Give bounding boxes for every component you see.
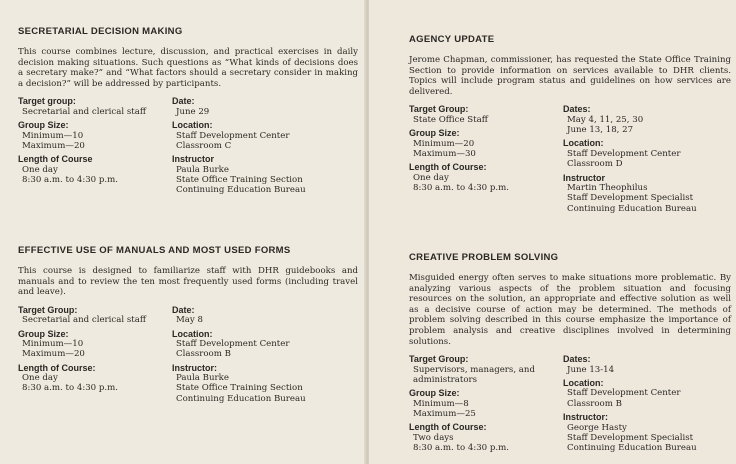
length-hours: 8:30 a.m. to 4:30 p.m. [22, 383, 118, 394]
target-group-value: Secretarial and clerical staff [22, 315, 146, 326]
course-description: Jerome Chapman, commissioner, has requested the State Office Training Section to provide information on services available to DHR clients. Topics will include program status and guidelines on how services are delivered. [409, 55, 731, 97]
location-room: Classroom B [567, 398, 622, 409]
date-label: Date: [172, 304, 195, 315]
instructor-name: George Hasty [567, 422, 627, 433]
instructor-title: Staff Development Specialist [567, 193, 694, 204]
target-group-value: Secretarial and clerical staff [22, 106, 146, 117]
course-creative-problem-solving [409, 252, 731, 464]
location-building: Staff Development Center [176, 130, 290, 141]
instructor-section: State Office Training Section [176, 383, 303, 394]
instructor-bureau: Continuing Education Bureau [567, 203, 697, 214]
instructor-title: Staff Development Specialist [567, 432, 694, 443]
group-size-label: Group Size: [18, 120, 69, 131]
location-room: Classroom B [176, 349, 231, 360]
location-label: Location: [172, 120, 213, 131]
date-label: Dates: [563, 104, 591, 115]
group-size-maximum: Maximum—30 [413, 148, 476, 159]
date-label: Dates: [563, 354, 591, 365]
instructor-bureau: Continuing Education Bureau [176, 393, 306, 404]
location-label: Location: [563, 138, 604, 149]
group-size-maximum: Maximum—20 [22, 349, 85, 360]
group-size-minimum: Minimum—10 [22, 130, 84, 141]
group-size-minimum: Minimum—20 [413, 138, 475, 149]
course-description: This course is designed to familiarize staff with DHR guidebooks and manuals and to review the ten most frequently used forms (including travel and leave). [18, 266, 358, 298]
length-hours: 8:30 a.m. to 4:30 p.m. [413, 443, 509, 454]
location-building: Staff Development Center [567, 148, 681, 159]
date-value: May 4, 11, 25, 30 [567, 114, 644, 125]
target-group-value: Supervisors, managers, and [413, 364, 535, 375]
date-value-2: June 13, 18, 27 [567, 125, 634, 136]
course-title: SECRETARIAL DECISION MAKING [18, 26, 183, 37]
group-size-minimum: Minimum—8 [413, 398, 469, 409]
target-group-label: Target Group: [409, 104, 469, 115]
length-hours: 8:30 a.m. to 4:30 p.m. [413, 183, 509, 194]
length-label: Length of Course: [18, 362, 96, 373]
length-duration: One day [413, 172, 449, 183]
length-duration: One day [22, 373, 58, 384]
course-agency-update [409, 34, 731, 223]
instructor-name: Martin Theophilus [567, 183, 648, 194]
course-title: CREATIVE PROBLEM SOLVING [409, 252, 559, 263]
date-value: June 13-14 [567, 364, 615, 375]
length-hours: 8:30 a.m. to 4:30 p.m. [22, 175, 118, 186]
target-group-label: Target group: [18, 96, 76, 107]
target-group-label: Target Group: [409, 354, 469, 365]
left-page [0, 0, 367, 464]
target-group-value-2: administrators [413, 374, 478, 385]
instructor-label: Instructor: [172, 362, 217, 373]
instructor-label: Instructor [172, 154, 215, 165]
course-title: EFFECTIVE USE OF MANUALS AND MOST USED FORMS [18, 245, 291, 256]
instructor-name: Paula Burke [176, 373, 229, 384]
date-value: May 8 [176, 315, 203, 326]
location-label: Location: [563, 377, 604, 388]
instructor-bureau: Continuing Education Bureau [567, 443, 697, 454]
instructor-bureau: Continuing Education Bureau [176, 185, 306, 196]
group-size-label: Group Size: [409, 388, 460, 399]
date-label: Date: [172, 96, 195, 107]
group-size-label: Group Size: [409, 128, 460, 139]
target-group-label: Target Group: [18, 304, 78, 315]
length-label: Length of Course: [409, 422, 487, 433]
course-effective-use-of-manuals [18, 245, 358, 414]
location-building: Staff Development Center [176, 339, 290, 350]
course-title: AGENCY UPDATE [409, 34, 495, 45]
location-room: Classroom D [567, 159, 623, 170]
group-size-label: Group Size: [18, 328, 69, 339]
course-description: This course combines lecture, discussion, and practical exercises in daily decision making situations. Such questions as “What kinds of decisions does a secretary make?” and “What factors should a secretary consider in making a decision?” will be addressed by participants. [18, 47, 358, 89]
right-page [369, 0, 736, 464]
instructor-section: State Office Training Section [176, 175, 303, 186]
length-duration: Two days [413, 432, 454, 443]
location-room: Classroom C [176, 140, 232, 151]
instructor-name: Paula Burke [176, 164, 229, 175]
length-duration: One day [22, 164, 58, 175]
instructor-label: Instructor: [563, 412, 608, 423]
group-size-maximum: Maximum—25 [413, 409, 476, 420]
length-label: Length of Course: [409, 162, 487, 173]
group-size-maximum: Maximum—20 [22, 140, 85, 151]
course-description: Misguided energy often serves to make situations more problematic. By analyzing various aspects of the problem situation and focusing resources on the solution, an appropriate and effective solution as well as a decisive course of action may be determined. The methods of problem solving described in this course emphasize the importance of problem analysis and creative disciplines involved in determining solutions. [409, 273, 731, 347]
length-label: Length of Course [18, 154, 93, 165]
group-size-minimum: Minimum—10 [22, 339, 84, 350]
course-secretarial-decision-making [18, 26, 358, 205]
instructor-label: Instructor [563, 172, 606, 183]
target-group-value: State Office Staff [413, 114, 488, 125]
location-label: Location: [172, 328, 213, 339]
location-building: Staff Development Center [567, 388, 681, 399]
date-value: June 29 [176, 106, 210, 117]
